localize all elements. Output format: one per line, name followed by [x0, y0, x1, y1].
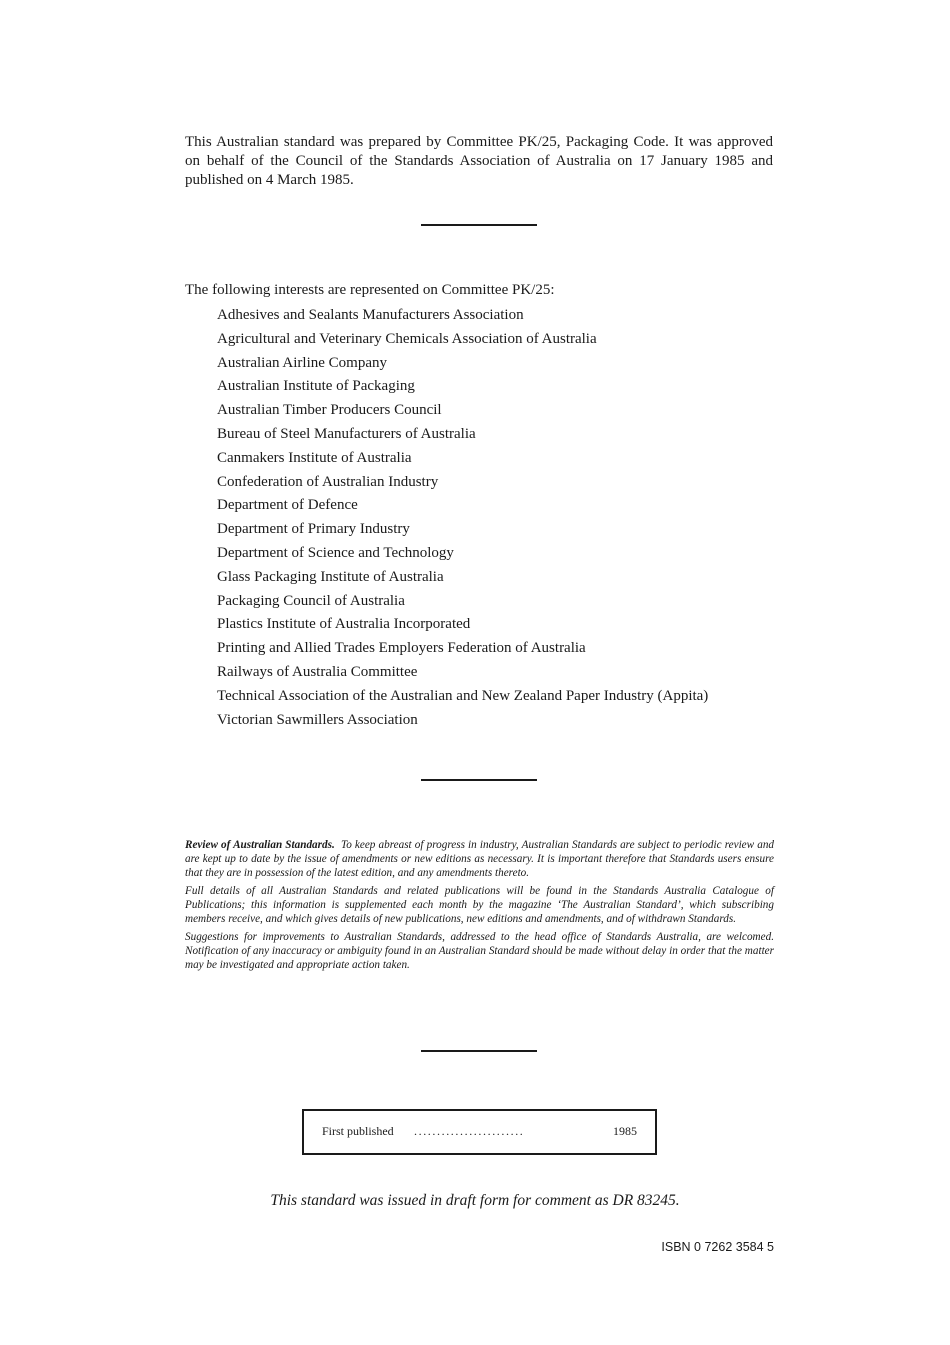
interests-list: [217, 304, 708, 732]
suggestions-paragraph: Suggestions for improvements to Australian Standards, addressed to the head office of Standards Australia, are welcomed. Notification of any inaccuracy or ambiguity found in an Australian Standard should be made without delay in order that the matter may be investigated and appropriate action taken.: [185, 931, 774, 971]
list-item: Department of Defence: [217, 497, 358, 514]
list-item: Packaging Council of Australia: [217, 592, 405, 609]
list-item: Agricultural and Veterinary Chemicals Association of Australia: [217, 330, 597, 347]
list-item: Adhesives and Sealants Manufacturers Association: [217, 307, 524, 323]
divider-rule: [421, 224, 537, 226]
isbn: ISBN 0 7262 3584 5: [661, 1240, 774, 1254]
list-item: Department of Primary Industry: [217, 521, 410, 538]
review-title: Review of Australian Standards.: [185, 839, 335, 851]
first-published-box: [302, 1109, 657, 1155]
divider-rule: [421, 779, 537, 781]
list-item: Plastics Institute of Australia Incorporated: [217, 616, 471, 633]
list-item: Australian Airline Company: [217, 354, 387, 371]
list-item: Printing and Allied Trades Employers Federation of Australia: [217, 640, 586, 657]
divider-rule: [421, 1050, 537, 1052]
details-paragraph: Full details of all Australian Standards and related publications will be found in the Standards Australia Catalogue of Publications; this information is supplemented each month by the magazine ‘The Australian Standard’, which subscribing members receive, and which gives details of new publications, new editions and amendments, and of withdrawn Standards.: [185, 885, 774, 925]
list-item: Canmakers Institute of Australia: [217, 449, 412, 466]
list-item: Australian Timber Producers Council: [217, 402, 442, 419]
draft-note: This standard was issued in draft form for comment as DR 83245.: [270, 1192, 680, 1209]
first-published-label: First published: [322, 1124, 394, 1138]
committee-heading: The following interests are represented on Committee PK/25:: [185, 282, 555, 298]
list-item: Victorian Sawmillers Association: [217, 711, 418, 728]
first-published-year: 1985: [613, 1124, 637, 1138]
list-item: Railways of Australia Committee: [217, 663, 418, 680]
list-item: Confederation of Australian Industry: [217, 473, 439, 490]
list-item: Bureau of Steel Manufacturers of Australia: [217, 425, 476, 442]
review-notes: [185, 838, 774, 976]
leader-dots: ........................: [414, 1124, 525, 1138]
list-item: Glass Packaging Institute of Australia: [217, 568, 444, 585]
list-item: Technical Association of the Australian and New Zealand Paper Industry (Appita): [217, 687, 709, 704]
review-paragraph: [185, 838, 774, 880]
list-item: Department of Science and Technology: [217, 544, 454, 561]
intro-paragraph: This Australian standard was prepared by Committee PK/25, Packaging Code. It was approved on behalf of the Council of the Standards Association of Australia on 17 January 1985 and published on 4 March 1985.: [185, 134, 773, 188]
list-item: Australian Institute of Packaging: [217, 378, 415, 395]
review-text: To keep abreast of progress in industry, Australian Standards are subject to periodic review and are kept up to date by the issue of amendments or new editions as necessary. It is important therefore that Standards users ensure that they are in possession of the latest edition, and any amendments thereto.: [185, 839, 775, 879]
